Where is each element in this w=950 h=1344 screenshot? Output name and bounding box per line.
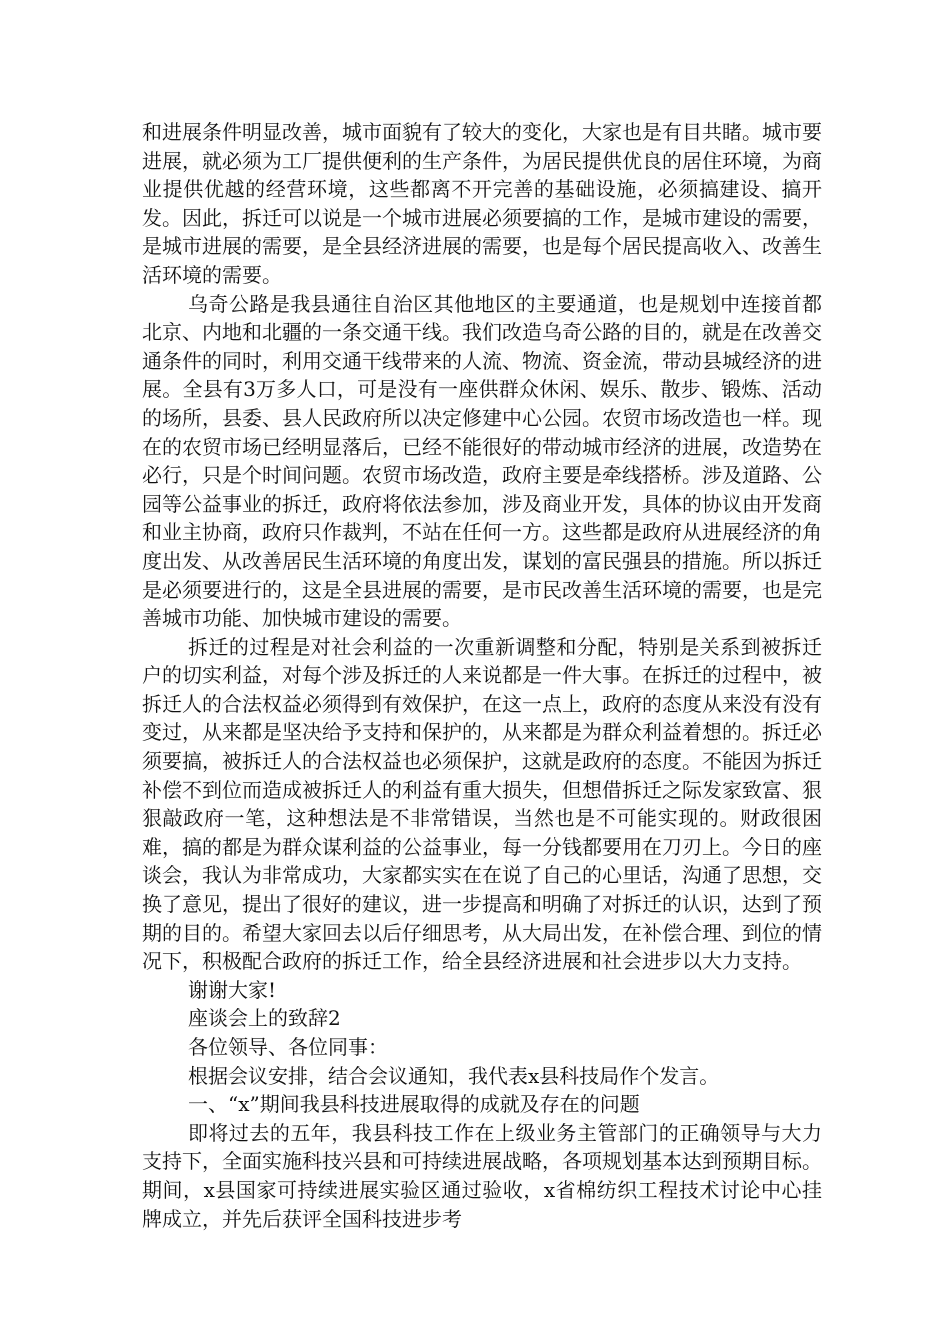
closing-line: 谢谢大家! xyxy=(188,977,277,1002)
document-body xyxy=(142,118,822,1233)
paragraph: 即将过去的五年，我县科技工作在上级业务主管部门的正确领导与大力支持下，全面实施科技兴县和可持续进展战略，各项规划基本达到预期目标。期间，x县国家可持续进展实验区通过验收，x省棉纺织工程技术讨论中心挂牌成立，并先后获评全国科技进步考 xyxy=(142,1120,822,1231)
section-heading: 一、“x”期间我县科技进展取得的成就及存在的问题 xyxy=(188,1092,640,1117)
paragraph: 乌奇公路是我县通往自治区其他地区的主要通道，也是规划中连接首都北京、内地和北疆的一条交通干线。我们改造乌奇公路的目的，就是在改善交通条件的同时，利用交通干线带来的人流、物流、资金流，带动县城经济的进展。全县有3万多人口，可是没有一座供群众休闲、娱乐、散步、锻炼、活动的场所，县委、县人民政府所以决定修建中心公园。农贸市场改造也一样。现在的农贸市场已经明显落后，已经不能很好的带动城市经济的进展，改造势在必行，只是个时间问题。农贸市场改造，政府主要是牵线搭桥。涉及道路、公园等公益事业的拆迁，政府将依法参加，涉及商业开发，具体的协议由开发商和业主协商，政府只作裁判，不站在任何一方。这些都是政府从进展经济的角度出发、从改善居民生活环境的角度出发，谋划的富民强县的措施。所以拆迁是必须要进行的，这是全县进展的需要，是市民改善生活环境的需要，也是完善城市功能、加快城市建设的需要。 xyxy=(142,291,822,631)
paragraph: 根据会议安排，结合会议通知，我代表x县科技局作个发言。 xyxy=(188,1063,720,1088)
salutation: 各位领导、各位同事： xyxy=(188,1035,388,1059)
section-title: 座谈会上的致辞2 xyxy=(188,1006,341,1031)
paragraph: 拆迁的过程是对社会利益的一次重新调整和分配，特别是关系到被拆迁户的切实利益，对每个涉及拆迁的人来说都是一件大事。在拆迁的过程中，被拆迁人的合法权益必须得到有效保护，在这一点上，政府的态度从来没有没有变过，从来都是坚决给予支持和保护的，从来都是为群众利益着想的。拆迁必须要搞，被拆迁人的合法权益也必须保护，这就是政府的态度。不能因为拆迁补偿不到位而造成被拆迁人的利益有重大损失，但想借拆迁之际发家致富、狠狠敲政府一笔，这种想法是不非常错误，当然也是不可能实现的。财政很困难，搞的都是为群众谋利益的公益事业，每一分钱都要用在刀刃上。今日的座谈会，我认为非常成功，大家都实实在在说了自己的心里话，沟通了思想，交换了意见，提出了很好的建议，进一步提高和明确了对拆迁的认识，达到了预期的目的。希望大家回去以后仔细思考，从大局出发，在补偿合理、到位的情况下，积极配合政府的拆迁工作，给全县经济进展和社会进步以大力支持。 xyxy=(142,634,822,974)
paragraph: 和进展条件明显改善，城市面貌有了较大的变化，大家也是有目共睹。城市要进展，就必须为工厂提供便利的生产条件，为居民提供优良的居住环境，为商业提供优越的经营环境，这些都离不开完善的基础设施，必须搞建设、搞开发。因此，拆迁可以说是一个城市进展必须要搞的工作，是城市建设的需要，是城市进展的需要，是全县经济进展的需要，也是每个居民提高收入、改善生活环境的需要。 xyxy=(142,120,822,287)
